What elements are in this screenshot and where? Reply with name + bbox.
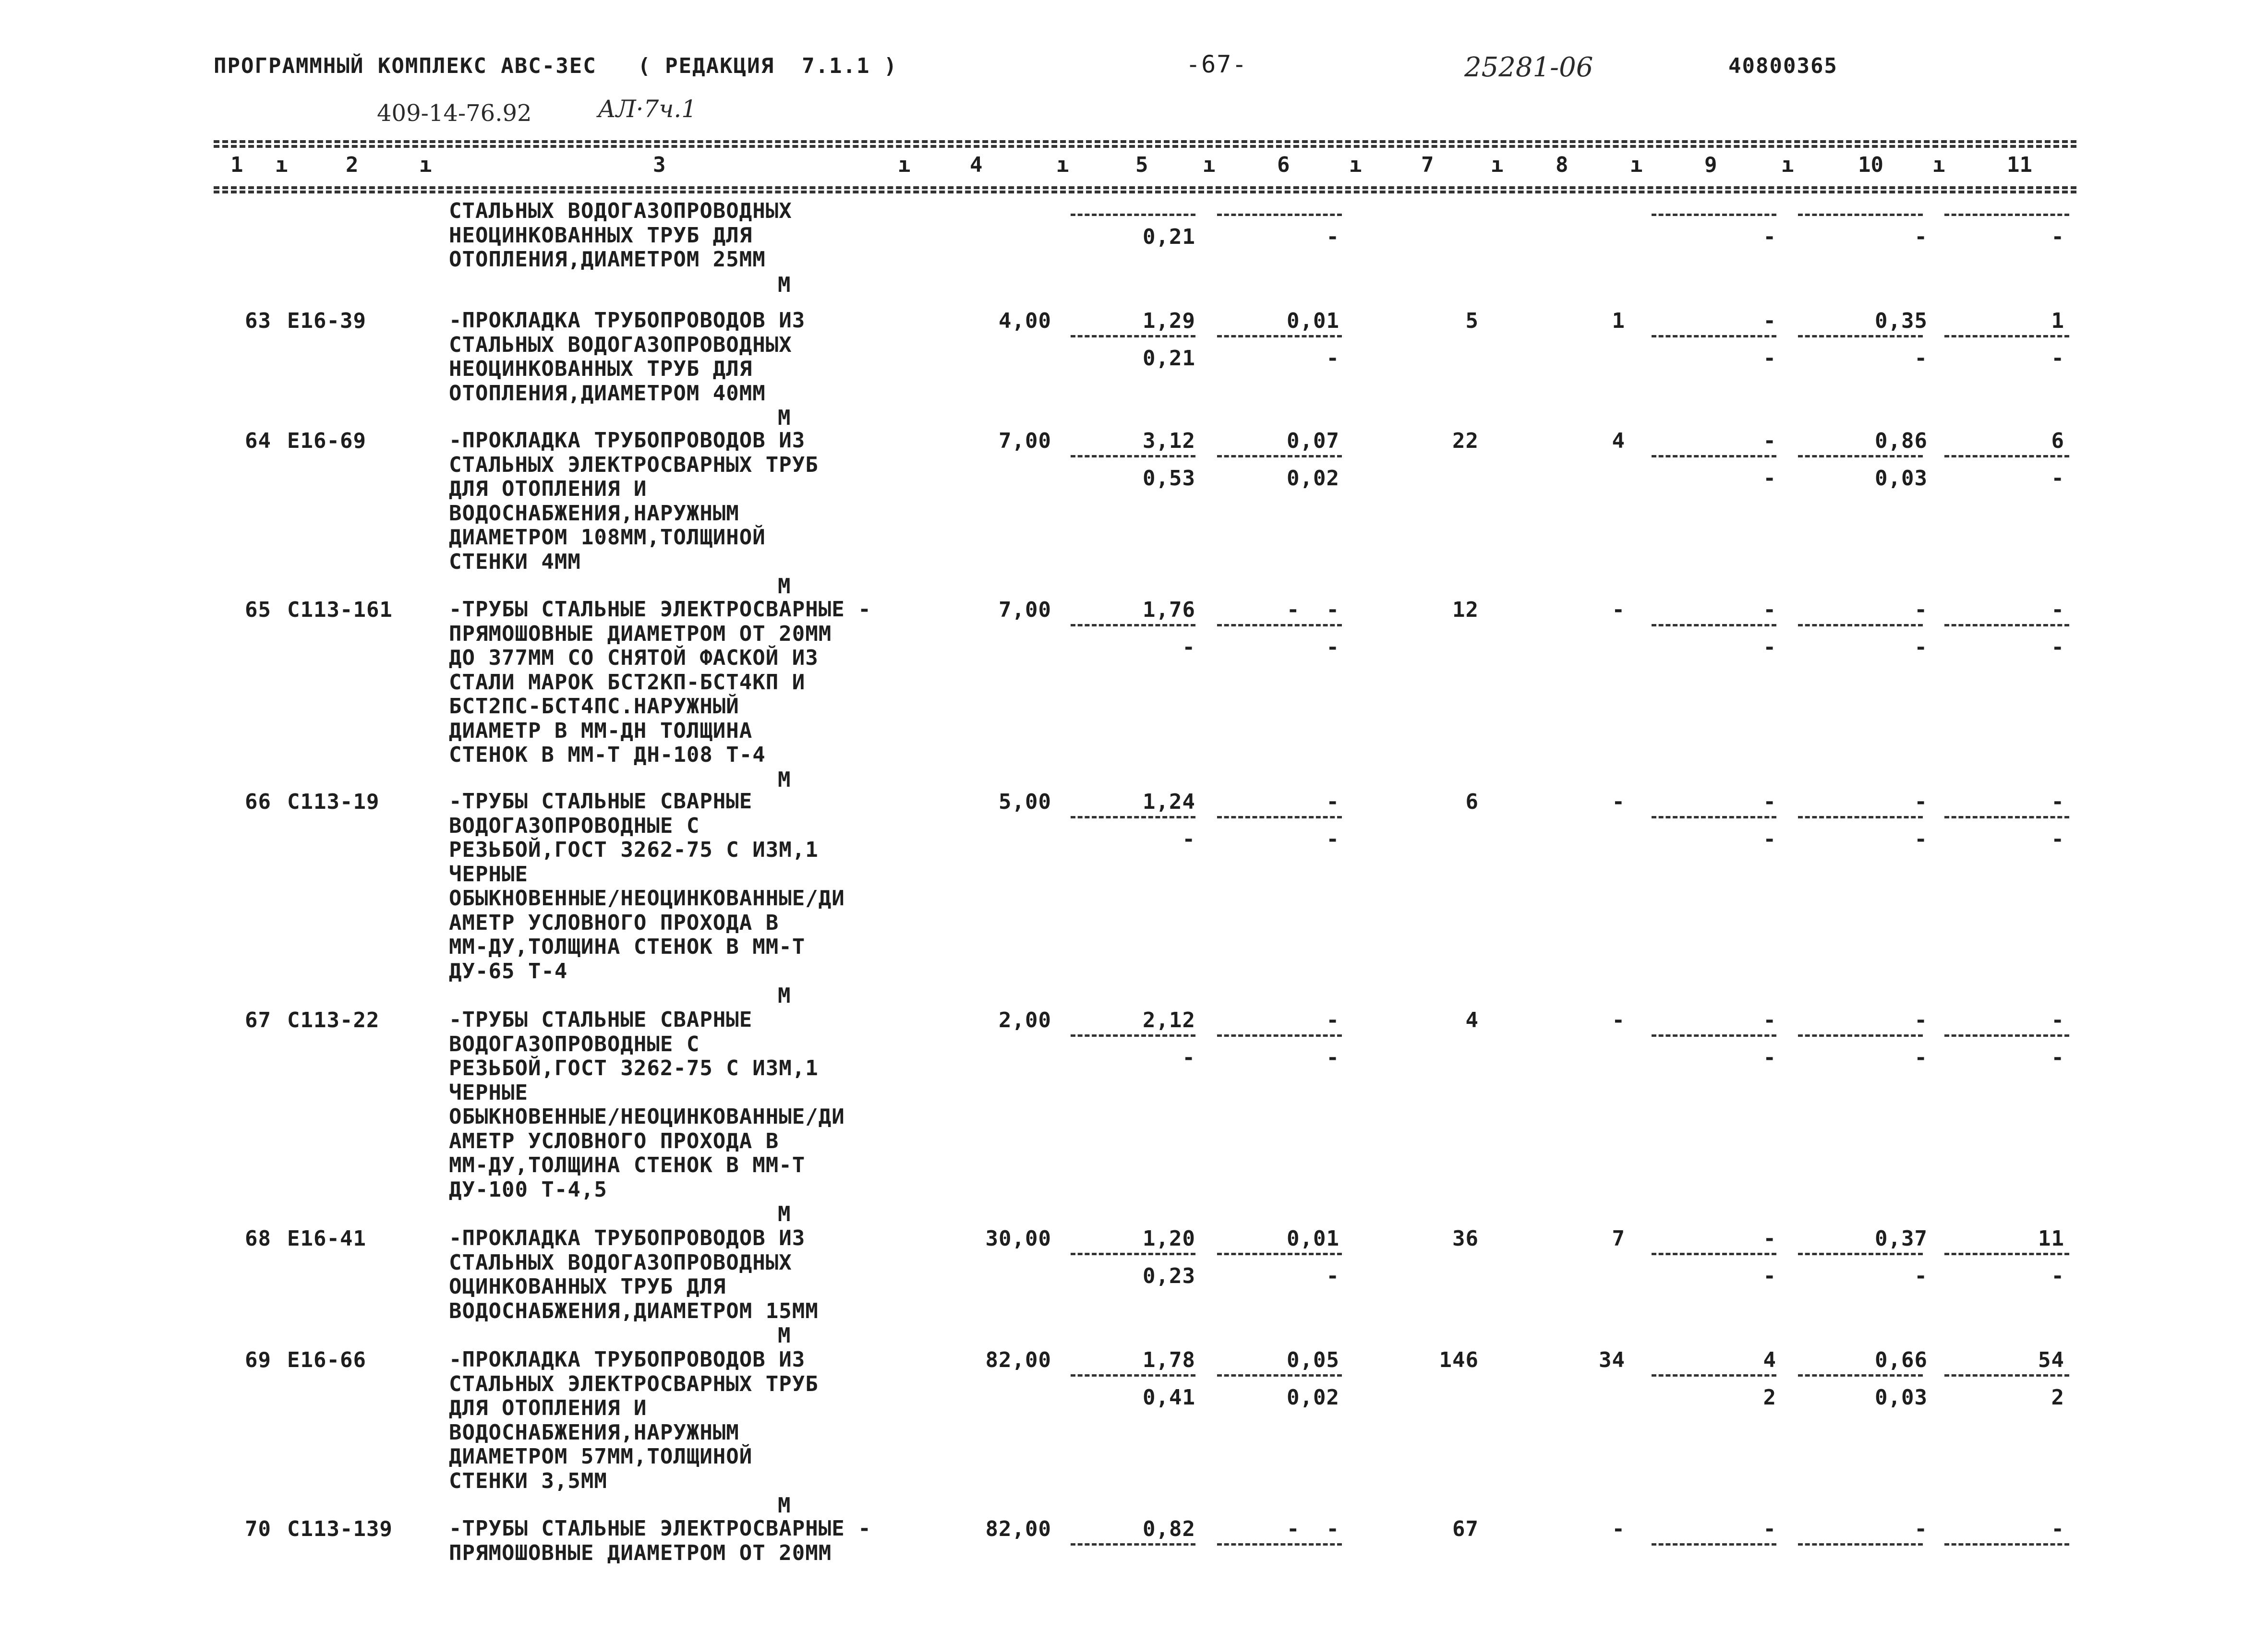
cell-c6b: - (1326, 1264, 1339, 1288)
cell-c9b: 2 (1763, 1385, 1776, 1410)
fraction-line (1798, 1374, 1923, 1377)
column-header-7: 7 (1421, 153, 1434, 177)
fraction-line (1652, 1034, 1776, 1037)
cell-c5b: 0,23 (1143, 1264, 1195, 1288)
header-rule-bottom (214, 186, 2076, 189)
fraction-line (1944, 1374, 2069, 1377)
unit-label: М (778, 984, 791, 1008)
cell-c6b: - (1326, 1045, 1339, 1070)
cell-c6b: - (1326, 346, 1339, 371)
cell-c5: 1,29 (1143, 309, 1195, 333)
cell-c10: 0,37 (1875, 1226, 1928, 1251)
cell-c10: 0,66 (1875, 1348, 1928, 1372)
cell-c5b: 0,53 (1143, 466, 1195, 491)
column-separator: ı (1491, 153, 1504, 177)
cell-c9b: - (1763, 1264, 1776, 1288)
cell-c10b: - (1914, 346, 1928, 371)
cell-c10: - (1914, 1008, 1928, 1032)
cell-c11: - (2051, 1517, 2064, 1541)
fraction-line (1652, 214, 1776, 216)
cell-c10b: 0,03 (1875, 1385, 1928, 1410)
fraction-line (1071, 624, 1195, 626)
cell-c11: 1 (2051, 309, 2064, 333)
cell-c11: - (2051, 1008, 2064, 1032)
page-number: -67- (1186, 50, 1248, 78)
header-rule-top (214, 140, 2076, 143)
fraction-line (1944, 816, 2069, 818)
cell-c7: 4 (1465, 1008, 1479, 1032)
column-header-2: 2 (346, 153, 359, 177)
row-description: -ПРОКЛАДКА ТРУБОПРОВОДОВ ИЗ СТАЛЬНЫХ ЭЛЕКТРОСВАРНЫХ ТРУБ ДЛЯ ОТОПЛЕНИЯ И ВОДОСНАБЖЕНИЯ,НАРУЖНЫМ ДИАМЕТРОМ 108ММ,ТОЛЩИНОЙ СТЕНКИ 4ММ (449, 428, 819, 574)
cell-c4: 30,00 (985, 1226, 1051, 1251)
header-rule-bottom-2 (214, 191, 2076, 193)
row-code: Е16-66 (287, 1348, 366, 1372)
column-header-9: 9 (1704, 153, 1717, 177)
cell-c11b: - (2051, 346, 2064, 371)
fraction-line (1217, 214, 1342, 216)
fraction-line (1217, 1034, 1342, 1037)
cell-c8: - (1612, 1008, 1625, 1032)
fraction-line (1944, 624, 2069, 626)
cell-c11b: - (2051, 1045, 2064, 1070)
fraction-line (1798, 1034, 1923, 1037)
cell-c6: 0,07 (1287, 429, 1339, 453)
row-number: 67 (245, 1008, 271, 1032)
column-separator: ı (1203, 153, 1216, 177)
fraction-line (1217, 1374, 1342, 1377)
row-code: С113-139 (287, 1517, 393, 1541)
cell-c11b: - (2051, 466, 2064, 491)
row-code: Е16-41 (287, 1226, 366, 1251)
fraction-line (1652, 335, 1776, 337)
cell-c8: - (1612, 598, 1625, 622)
cell-c5: 1,24 (1143, 790, 1195, 814)
cell-c5b: - (1182, 635, 1195, 660)
fraction-line (1652, 1543, 1776, 1546)
cell-c5: 0,82 (1143, 1517, 1195, 1541)
row-number: 65 (245, 598, 271, 622)
cell-c10: - (1914, 598, 1928, 622)
cell-c9: - (1763, 1226, 1776, 1251)
unit-label: М (778, 574, 791, 599)
cell-c5b: - (1182, 1045, 1195, 1070)
cell-c9: - (1763, 790, 1776, 814)
cell-c6: 0,01 (1287, 309, 1339, 333)
fraction-line (1071, 455, 1195, 457)
fraction-line (1217, 1543, 1342, 1546)
fraction-line (1798, 1543, 1923, 1546)
cell-c11: 6 (2051, 429, 2064, 453)
fraction-line (1217, 1253, 1342, 1255)
cell-c7: 146 (1439, 1348, 1479, 1372)
cell-c5b: 0,21 (1143, 346, 1195, 371)
row-code: С113-19 (287, 790, 380, 814)
column-header-6: 6 (1277, 153, 1290, 177)
cell-c5: 1,76 (1143, 598, 1195, 622)
row-number: 68 (245, 1226, 271, 1251)
cell-c9b: - (1763, 1045, 1776, 1070)
cell-c6b: - (1326, 225, 1339, 249)
fraction-line (1071, 1253, 1195, 1255)
cell-c9: - (1763, 309, 1776, 333)
row-number: 66 (245, 790, 271, 814)
fraction-line (1798, 816, 1923, 818)
row-description: -ПРОКЛАДКА ТРУБОПРОВОДОВ ИЗ СТАЛЬНЫХ ВОДОГАЗОПРОВОДНЫХ НЕОЦИНКОВАННЫХ ТРУБ ДЛЯ ОТОПЛЕНИЯ,ДИАМЕТРОМ 40ММ (449, 308, 806, 406)
row-description: -ТРУБЫ СТАЛЬНЫЕ СВАРНЫЕ ВОДОГАЗОПРОВОДНЫЕ С РЕЗЬБОЙ,ГОСТ 3262-75 С ИЗМ,1 ЧЕРНЫЕ ОБЫКНОВЕННЫЕ/НЕОЦИНКОВАННЫЕ/ДИ АМЕТР УСЛОВНОГО ПРОХОДА В ММ-ДУ,ТОЛЩИНА СТЕНОК В ММ-Т ДУ-100 Т-4,5 (449, 1008, 845, 1202)
cell-c9: - (1763, 1008, 1776, 1032)
fraction-line (1071, 1374, 1195, 1377)
fraction-line (1944, 1034, 2069, 1037)
cell-c11b: - (2051, 1264, 2064, 1288)
column-separator: ı (1056, 153, 1069, 177)
row-number: 63 (245, 309, 271, 333)
row-number: 70 (245, 1517, 271, 1541)
cell-c9: 4 (1763, 1348, 1776, 1372)
cell-c9: - (1763, 598, 1776, 622)
row-description: -ПРОКЛАДКА ТРУБОПРОВОДОВ ИЗ СТАЛЬНЫХ ЭЛЕКТРОСВАРНЫХ ТРУБ ДЛЯ ОТОПЛЕНИЯ И ВОДОСНАБЖЕНИЯ,НАРУЖНЫМ ДИАМЕТРОМ 57ММ,ТОЛЩИНОЙ СТЕНКИ 3,5ММ (449, 1347, 819, 1493)
cell-c8: 7 (1612, 1226, 1625, 1251)
column-separator: ı (1630, 153, 1643, 177)
fraction-line (1944, 214, 2069, 216)
cell-c10b: - (1914, 827, 1928, 852)
cell-c7: 22 (1452, 429, 1479, 453)
cell-c8: 4 (1612, 429, 1625, 453)
column-header-4: 4 (970, 153, 983, 177)
cell-c4: 4,00 (999, 309, 1051, 333)
cell-c5b: 0,21 (1143, 225, 1195, 249)
fraction-line (1071, 816, 1195, 818)
unit-label: М (778, 1323, 791, 1348)
header-rule-top-2 (214, 145, 2076, 148)
fraction-line (1217, 455, 1342, 457)
cell-c7: 6 (1465, 790, 1479, 814)
fraction-line (1944, 1543, 2069, 1546)
cell-c10b: - (1914, 635, 1928, 660)
cell-c10b: 0,03 (1875, 466, 1928, 491)
project-number: 409-14-76.92 (377, 100, 532, 127)
fraction-line (1652, 816, 1776, 818)
row-description: -ТРУБЫ СТАЛЬНЫЕ ЭЛЕКТРОСВАРНЫЕ - ПРЯМОШОВНЫЕ ДИАМЕТРОМ ОТ 20ММ (449, 1516, 871, 1565)
cell-c10: 0,35 (1875, 309, 1928, 333)
fraction-line (1798, 624, 1923, 626)
fraction-line (1071, 214, 1195, 216)
fraction-line (1071, 1034, 1195, 1037)
row-code: Е16-39 (287, 309, 366, 333)
cell-c6b: 0,02 (1287, 1385, 1339, 1410)
project-part: АЛ·7ч.1 (598, 95, 697, 123)
row-description: СТАЛЬНЫХ ВОДОГАЗОПРОВОДНЫХ НЕОЦИНКОВАННЫХ ТРУБ ДЛЯ ОТОПЛЕНИЯ,ДИАМЕТРОМ 25ММ (449, 199, 792, 272)
cell-c5: 1,20 (1143, 1226, 1195, 1251)
doc-code: 40800365 (1728, 54, 1838, 78)
cell-c10b: - (1914, 1264, 1928, 1288)
unit-label: М (778, 767, 791, 792)
fraction-line (1652, 624, 1776, 626)
row-code: С113-22 (287, 1008, 380, 1032)
cell-c9b: - (1763, 346, 1776, 371)
column-header-10: 10 (1858, 153, 1883, 177)
fraction-line (1217, 816, 1342, 818)
column-separator: ı (275, 153, 288, 177)
fraction-line (1798, 335, 1923, 337)
cell-c4: 2,00 (999, 1008, 1051, 1032)
fraction-line (1652, 455, 1776, 457)
row-code: С113-161 (287, 598, 393, 622)
cell-c11: 54 (2038, 1348, 2064, 1372)
cell-c4: 82,00 (985, 1348, 1051, 1372)
cell-c6: 0,01 (1287, 1226, 1339, 1251)
cell-c11: - (2051, 790, 2064, 814)
fraction-line (1798, 214, 1923, 216)
fraction-line (1217, 335, 1342, 337)
cell-c10: - (1914, 1517, 1928, 1541)
cell-c11b: - (2051, 635, 2064, 660)
fraction-line (1798, 455, 1923, 457)
cell-c5b: 0,41 (1143, 1385, 1195, 1410)
cell-c4: 7,00 (999, 598, 1051, 622)
cell-c9b: - (1763, 635, 1776, 660)
row-code: Е16-69 (287, 429, 366, 453)
cell-c6: - - (1287, 1517, 1339, 1541)
cell-c5b: - (1182, 827, 1195, 852)
cell-c5: 3,12 (1143, 429, 1195, 453)
cell-c6b: - (1326, 635, 1339, 660)
cell-c6: 0,05 (1287, 1348, 1339, 1372)
cell-c11b: - (2051, 225, 2064, 249)
unit-label: М (778, 1493, 791, 1518)
doc-number: 25281-06 (1464, 52, 1593, 83)
row-description: -ТРУБЫ СТАЛЬНЫЕ ЭЛЕКТРОСВАРНЫЕ - ПРЯМОШОВНЫЕ ДИАМЕТРОМ ОТ 20ММ ДО 377ММ СО СНЯТОЙ ФАСКОЙ ИЗ СТАЛИ МАРОК БСТ2КП-БСТ4КП И БСТ2ПС-БСТ4ПС.НАРУЖНЫЙ ДИАМЕТР В ММ-ДН ТОЛЩИНА СТЕНОК В ММ-Т ДН-108 Т-4 (449, 597, 871, 767)
cell-c9b: - (1763, 466, 1776, 491)
program-title: ПРОГРАММНЫЙ КОМПЛЕКС АВС-3ЕС ( РЕДАКЦИЯ 7.1.1 ) (214, 54, 898, 78)
row-number: 69 (245, 1348, 271, 1372)
cell-c7: 67 (1452, 1517, 1479, 1541)
column-separator: ı (1932, 153, 1945, 177)
column-header-5: 5 (1135, 153, 1148, 177)
cell-c11b: - (2051, 827, 2064, 852)
cell-c6: - (1326, 790, 1339, 814)
row-description: -ПРОКЛАДКА ТРУБОПРОВОДОВ ИЗ СТАЛЬНЫХ ВОДОГАЗОПРОВОДНЫХ ОЦИНКОВАННЫХ ТРУБ ДЛЯ ВОДОСНАБЖЕНИЯ,ДИАМЕТРОМ 15ММ (449, 1226, 819, 1323)
cell-c4: 7,00 (999, 429, 1051, 453)
column-header-8: 8 (1556, 153, 1568, 177)
cell-c9b: - (1763, 225, 1776, 249)
fraction-line (1944, 1253, 2069, 1255)
cell-c5: 1,78 (1143, 1348, 1195, 1372)
fraction-line (1652, 1253, 1776, 1255)
column-header-11: 11 (2007, 153, 2032, 177)
cell-c8: - (1612, 790, 1625, 814)
cell-c4: 5,00 (999, 790, 1051, 814)
fraction-line (1217, 624, 1342, 626)
cell-c6b: 0,02 (1287, 466, 1339, 491)
fraction-line (1798, 1253, 1923, 1255)
column-separator: ı (419, 153, 432, 177)
fraction-line (1944, 455, 2069, 457)
cell-c8: 34 (1599, 1348, 1625, 1372)
cell-c9b: - (1763, 827, 1776, 852)
unit-label: М (778, 1202, 791, 1226)
cell-c10: - (1914, 790, 1928, 814)
cell-c7: 12 (1452, 598, 1479, 622)
cell-c9: - (1763, 1517, 1776, 1541)
cell-c10b: - (1914, 225, 1928, 249)
cell-c7: 5 (1465, 309, 1479, 333)
fraction-line (1652, 1374, 1776, 1377)
cell-c10: 0,86 (1875, 429, 1928, 453)
cell-c10b: - (1914, 1045, 1928, 1070)
column-separator: ı (898, 153, 911, 177)
column-separator: ı (1349, 153, 1362, 177)
fraction-line (1071, 335, 1195, 337)
cell-c4: 82,00 (985, 1517, 1051, 1541)
unit-label: М (778, 273, 791, 297)
cell-c11: - (2051, 598, 2064, 622)
row-number: 64 (245, 429, 271, 453)
cell-c9: - (1763, 429, 1776, 453)
row-description: -ТРУБЫ СТАЛЬНЫЕ СВАРНЫЕ ВОДОГАЗОПРОВОДНЫЕ С РЕЗЬБОЙ,ГОСТ 3262-75 С ИЗМ,1 ЧЕРНЫЕ ОБЫКНОВЕННЫЕ/НЕОЦИНКОВАННЫЕ/ДИ АМЕТР УСЛОВНОГО ПРОХОДА В ММ-ДУ,ТОЛЩИНА СТЕНОК В ММ-Т ДУ-65 Т-4 (449, 789, 845, 984)
unit-label: М (778, 406, 791, 430)
cell-c8: - (1612, 1517, 1625, 1541)
cell-c5: 2,12 (1143, 1008, 1195, 1032)
cell-c11: 11 (2038, 1226, 2064, 1251)
column-header-3: 3 (653, 153, 666, 177)
cell-c8: 1 (1612, 309, 1625, 333)
fraction-line (1944, 335, 2069, 337)
column-separator: ı (1781, 153, 1794, 177)
column-header-1: 1 (230, 153, 243, 177)
cell-c6b: - (1326, 827, 1339, 852)
cell-c7: 36 (1452, 1226, 1479, 1251)
cell-c6: - (1326, 1008, 1339, 1032)
cell-c6: - - (1287, 598, 1339, 622)
fraction-line (1071, 1543, 1195, 1546)
cell-c11b: 2 (2051, 1385, 2064, 1410)
